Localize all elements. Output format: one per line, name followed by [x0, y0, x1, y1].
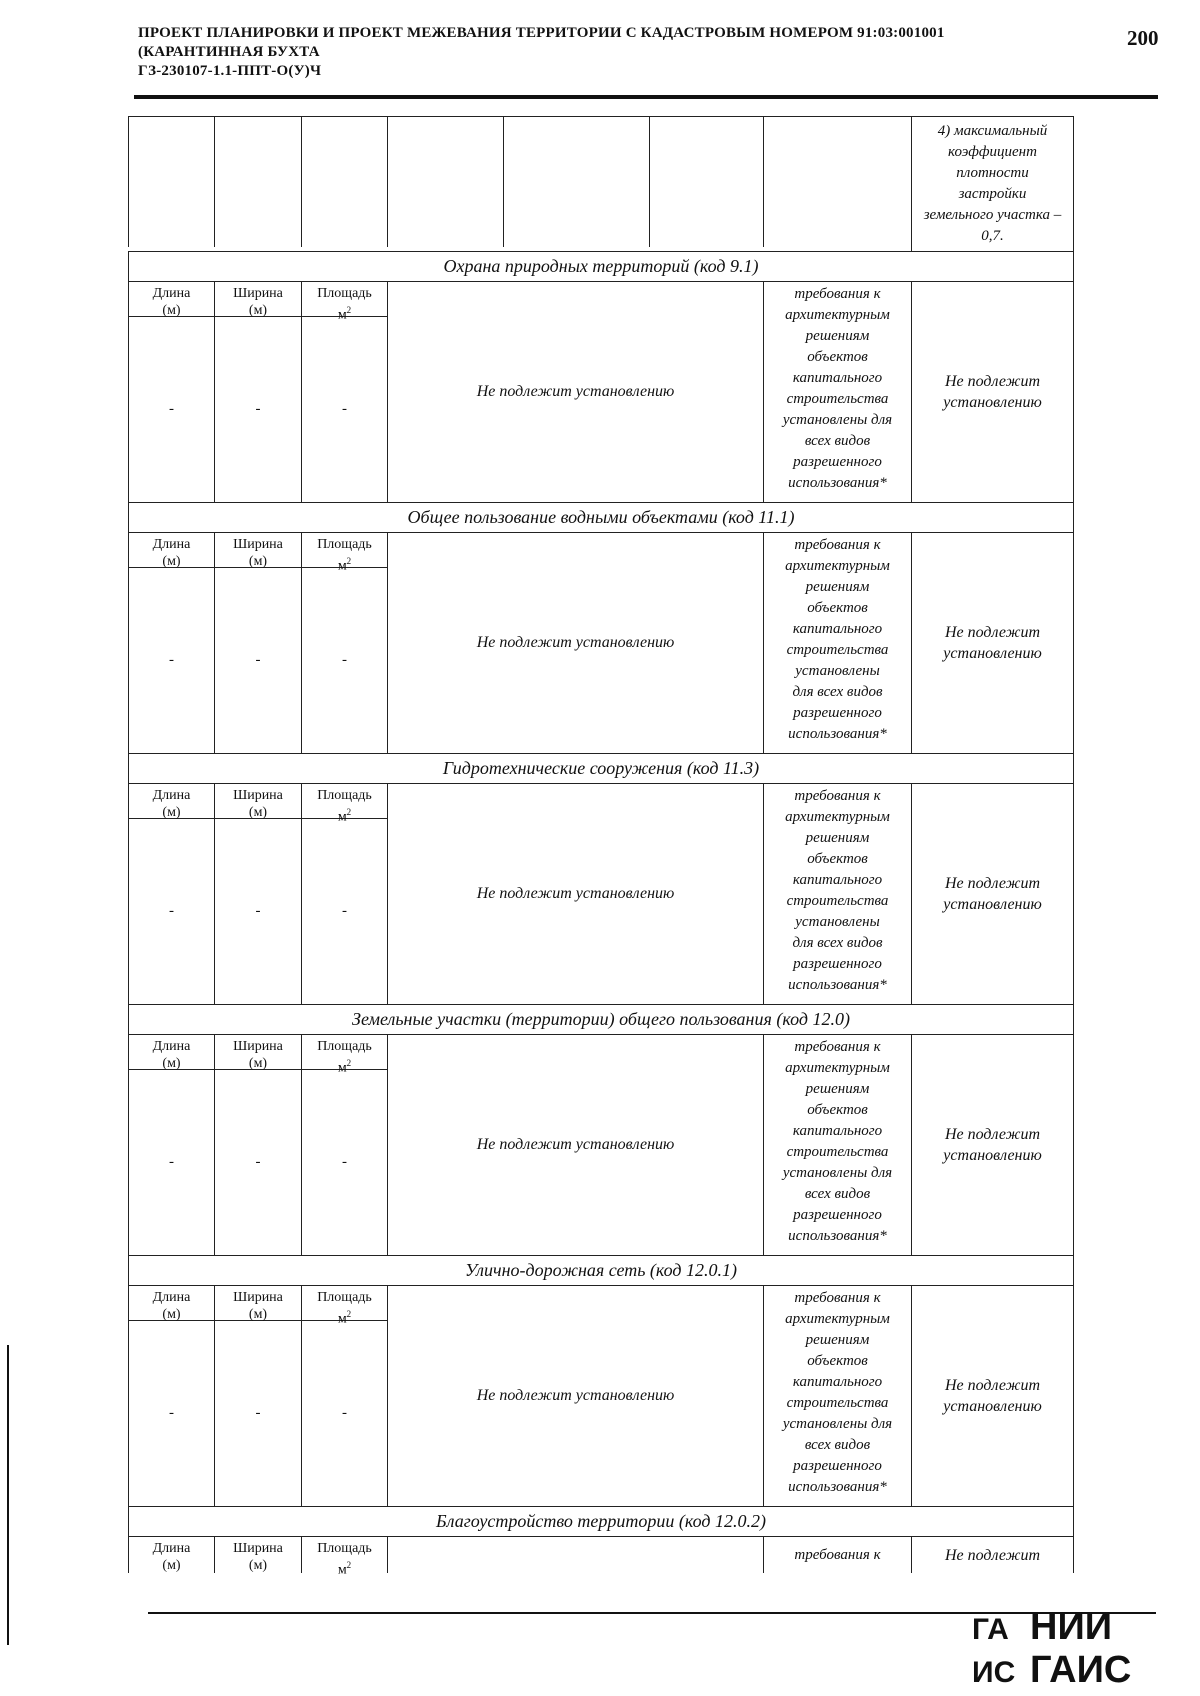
width-unit: (м): [248, 1307, 268, 1322]
section-row: [128, 532, 1074, 753]
requirements-cell: [763, 783, 911, 1004]
requirements-line: объектов: [807, 349, 868, 365]
requirements-line: требования к: [794, 1290, 881, 1306]
header-code-line: ГЗ-230107-1.1-ППТ-О(У)Ч: [138, 63, 322, 79]
width-unit: (м): [248, 1558, 268, 1573]
logo-mark-bottom: ИС: [972, 1656, 1016, 1689]
length-cell: [128, 1034, 214, 1255]
top-cell-density: [911, 116, 1074, 251]
requirements-cell: [763, 1034, 911, 1255]
section-row: [128, 783, 1074, 1004]
length-cell: [128, 783, 214, 1004]
norm-cell: [387, 1034, 763, 1255]
width-label: Ширина: [233, 537, 283, 552]
section-title: Земельные участки (территории) общего пользования (код 12.0): [128, 1004, 1074, 1034]
logo-text-bottom: ГАИС: [1030, 1649, 1132, 1690]
requirements-line: разрешенного: [793, 1458, 882, 1474]
width-label: Ширина: [233, 1290, 283, 1305]
requirements-line: требования к: [794, 788, 881, 804]
requirements-line: для всех видов: [792, 935, 883, 951]
not-set-line: Не подлежит: [944, 624, 1041, 641]
not-set-line: Не подлежит: [944, 373, 1041, 390]
length-cell: [128, 1536, 214, 1573]
institute-logo: [968, 1598, 1168, 1690]
requirements-line: решениям: [805, 1081, 870, 1097]
requirements-line: использования*: [788, 1228, 887, 1244]
top-cell-params: [387, 116, 763, 247]
width-unit: (м): [248, 303, 268, 318]
requirements-line: архитектурным: [785, 307, 890, 323]
width-header: [215, 533, 301, 568]
length-header: [129, 784, 214, 819]
width-value: -: [255, 1405, 261, 1421]
requirements-cell: [763, 1285, 911, 1506]
width-cell: [214, 783, 301, 1004]
norm-cell: [387, 532, 763, 753]
requirements-line: решениям: [805, 830, 870, 846]
area-cell: [301, 783, 387, 1004]
requirements-line: требования к: [794, 1546, 881, 1563]
norm-text: Не подлежит установлению: [476, 1387, 675, 1404]
not-set-cell: [911, 532, 1074, 753]
width-value: -: [255, 652, 261, 668]
width-header: [215, 1537, 301, 1572]
top-subcell-b: [503, 117, 649, 247]
area-label: Площадь: [317, 1039, 372, 1054]
not-set-line: Не подлежит: [944, 1126, 1041, 1143]
requirements-line: требования к: [794, 286, 881, 302]
sections-container: [128, 251, 1074, 1506]
logo-mark-top: ГА: [972, 1613, 1009, 1646]
length-label: Длина: [152, 1039, 191, 1054]
requirements-line: строительства: [786, 1395, 889, 1411]
width-value: -: [255, 903, 261, 919]
requirements-line: архитектурным: [785, 1060, 890, 1076]
length-header: [129, 1286, 214, 1321]
area-header: [302, 1286, 387, 1327]
requirements-cell: [763, 532, 911, 753]
width-cell: [214, 281, 301, 502]
norm-text: Не подлежит установлению: [476, 634, 675, 651]
section-title: Общее пользование водными объектами (код 11.1): [128, 502, 1074, 532]
top-subcell-a: [388, 117, 503, 247]
section-title: Гидротехнические сооружения (код 11.3): [128, 753, 1074, 783]
requirements-line: для всех видов: [792, 684, 883, 700]
requirements-line: установлены: [795, 914, 880, 930]
length-unit: (м): [162, 1558, 181, 1573]
density-line: коэффициент: [948, 144, 1037, 160]
length-header: [129, 282, 214, 317]
norm-cell: [387, 1536, 763, 1573]
density-line: плотности: [956, 165, 1029, 181]
top-cell-requirements: [763, 116, 911, 247]
document-header: [138, 24, 1088, 81]
area-cell: [301, 1536, 387, 1578]
width-unit: (м): [248, 805, 268, 820]
requirements-line: строительства: [786, 893, 889, 909]
length-unit: (м): [162, 303, 181, 318]
area-unit-sup: 2: [346, 305, 352, 315]
area-cell: [301, 1285, 387, 1506]
area-header: [302, 784, 387, 825]
top-cell-width: [214, 116, 301, 247]
width-header: [215, 1286, 301, 1321]
requirements-line: объектов: [807, 851, 868, 867]
width-unit: (м): [248, 554, 268, 569]
area-cell: [301, 532, 387, 753]
section-title: Улично-дорожная сеть (код 12.0.1): [128, 1255, 1074, 1285]
area-header: [302, 1035, 387, 1076]
norm-text: Не подлежит установлению: [476, 885, 675, 902]
requirements-line: использования*: [788, 1479, 887, 1495]
length-value: -: [169, 652, 174, 668]
width-label: Ширина: [233, 788, 283, 803]
width-header: [215, 1035, 301, 1070]
area-unit-base: м: [337, 809, 347, 825]
area-unit-sup: 2: [346, 807, 352, 817]
length-header: [129, 1537, 214, 1572]
header-divider: [134, 95, 1158, 99]
requirements-line: объектов: [807, 1353, 868, 1369]
density-line: земельного участка –: [923, 207, 1062, 223]
width-unit: (м): [248, 1056, 268, 1071]
requirements-line: использования*: [788, 475, 887, 491]
requirements-line: разрешенного: [793, 956, 882, 972]
length-unit: (м): [162, 554, 181, 569]
width-cell: [214, 1034, 301, 1255]
page-number: 200: [1127, 26, 1159, 50]
requirements-line: установлены: [795, 663, 880, 679]
requirements-line: объектов: [807, 600, 868, 616]
margin-mark: [7, 1345, 9, 1645]
requirements-line: разрешенного: [793, 1207, 882, 1223]
area-label: Площадь: [317, 788, 372, 803]
area-header: [302, 533, 387, 574]
requirements-line: строительства: [786, 391, 889, 407]
requirements-cell: [763, 281, 911, 502]
area-unit-base: м: [337, 558, 347, 574]
area-label: Площадь: [317, 286, 372, 301]
requirements-line: капитального: [792, 1374, 883, 1390]
density-line: 4) максимальный: [937, 123, 1048, 139]
requirements-line: капитального: [792, 621, 883, 637]
area-value: -: [342, 1154, 347, 1170]
requirements-line: строительства: [786, 1144, 889, 1160]
norm-cell: [387, 783, 763, 1004]
area-cell: [301, 1034, 387, 1255]
not-set-cell: [911, 1285, 1074, 1506]
section-row: [128, 281, 1074, 502]
zoning-table: [128, 116, 1074, 1578]
requirements-line: разрешенного: [793, 454, 882, 470]
area-unit-sup: 2: [346, 556, 352, 566]
area-label: Площадь: [317, 537, 372, 552]
norm-cell: [387, 1285, 763, 1506]
width-value: -: [255, 1154, 261, 1170]
logo-text-top: НИИ: [1030, 1606, 1113, 1648]
width-header: [215, 784, 301, 819]
area-label: Площадь: [317, 1541, 372, 1556]
requirements-line: решениям: [805, 579, 870, 595]
header-title-line-1: ПРОЕКТ ПЛАНИРОВКИ И ПРОЕКТ МЕЖЕВАНИЯ ТЕРРИТОРИИ С КАДАСТРОВЫМ НОМЕРОМ 91:03:001001: [138, 25, 945, 41]
length-label: Длина: [152, 1290, 191, 1305]
requirements-line: установлены для: [782, 412, 893, 428]
length-cell: [128, 532, 214, 753]
width-label: Ширина: [233, 1541, 283, 1556]
density-line: 0,7.: [981, 228, 1004, 244]
top-cell-length: [128, 116, 214, 247]
requirements-line: использования*: [788, 726, 887, 742]
area-header: [302, 282, 387, 323]
requirements-line: разрешенного: [793, 705, 882, 721]
area-unit-sup: 2: [346, 1560, 352, 1570]
area-unit-base: м: [337, 1311, 347, 1327]
not-set-line: установлению: [943, 1398, 1042, 1415]
top-subcell-c: [649, 117, 764, 247]
length-header: [129, 1035, 214, 1070]
area-label: Площадь: [317, 1290, 372, 1305]
area-value: -: [342, 401, 347, 417]
requirements-line: архитектурным: [785, 1311, 890, 1327]
requirements-line: капитального: [792, 872, 883, 888]
length-unit: (м): [162, 1056, 181, 1071]
norm-text: Не подлежит установлению: [476, 383, 675, 400]
requirements-line: архитектурным: [785, 558, 890, 574]
length-unit: (м): [162, 805, 181, 820]
area-unit-sup: 2: [346, 1058, 352, 1068]
not-set-line: установлению: [943, 1147, 1042, 1164]
width-cell: [214, 532, 301, 753]
length-label: Длина: [152, 1541, 191, 1556]
length-header: [129, 533, 214, 568]
density-line: застройки: [958, 186, 1027, 202]
requirements-line: капитального: [792, 1123, 883, 1139]
not-set-line: установлению: [943, 896, 1042, 913]
area-unit: [302, 1557, 387, 1579]
area-unit-base: м: [337, 1060, 347, 1076]
not-set-cell: [911, 281, 1074, 502]
header-title-line-2: (КАРАНТИННАЯ БУХТА: [138, 44, 320, 60]
norm-cell: [387, 281, 763, 502]
not-set-line: Не подлежит: [944, 1546, 1041, 1564]
width-header: [215, 282, 301, 317]
length-cell: [128, 1285, 214, 1506]
requirements-line: использования*: [788, 977, 887, 993]
requirements-line: всех видов: [804, 1437, 871, 1453]
requirements-line: требования к: [794, 1039, 881, 1055]
norm-text: Не подлежит установлению: [476, 1136, 675, 1153]
requirements-line: всех видов: [804, 1186, 871, 1202]
area-value: -: [342, 903, 347, 919]
not-set-line: Не подлежит: [944, 1377, 1041, 1394]
not-set-line: установлению: [943, 394, 1042, 411]
area-unit-sup: 2: [346, 1309, 352, 1319]
requirements-cell: [763, 1536, 911, 1573]
width-cell: [214, 1285, 301, 1506]
length-label: Длина: [152, 788, 191, 803]
table-top-row: [128, 116, 1074, 251]
not-set-line: Не подлежит: [944, 875, 1041, 892]
requirements-line: капитального: [792, 370, 883, 386]
not-set-cell: [911, 1034, 1074, 1255]
section-title: Благоустройство территории (код 12.0.2): [128, 1506, 1074, 1536]
length-cell: [128, 281, 214, 502]
width-value: -: [255, 401, 261, 417]
requirements-line: строительства: [786, 642, 889, 658]
section-row: [128, 1034, 1074, 1255]
width-cell: [214, 1536, 301, 1573]
area-header: [302, 1537, 387, 1578]
requirements-line: решениям: [805, 328, 870, 344]
top-cell-area: [301, 116, 387, 247]
length-value: -: [169, 401, 174, 417]
area-unit-base: м: [337, 307, 347, 323]
area-value: -: [342, 652, 347, 668]
requirements-line: объектов: [807, 1102, 868, 1118]
not-set-cell: [911, 1536, 1074, 1573]
length-unit: (м): [162, 1307, 181, 1322]
requirements-line: требования к: [794, 537, 881, 553]
requirements-line: решениям: [805, 1332, 870, 1348]
width-label: Ширина: [233, 286, 283, 301]
length-value: -: [169, 903, 174, 919]
width-label: Ширина: [233, 1039, 283, 1054]
requirements-line: архитектурным: [785, 809, 890, 825]
length-value: -: [169, 1154, 174, 1170]
area-cell: [301, 281, 387, 502]
length-label: Длина: [152, 537, 191, 552]
section-row: [128, 1285, 1074, 1506]
area-unit-base: м: [337, 1562, 347, 1578]
length-value: -: [169, 1405, 174, 1421]
requirements-line: всех видов: [804, 433, 871, 449]
requirements-line: установлены для: [782, 1165, 893, 1181]
not-set-cell: [911, 783, 1074, 1004]
not-set-line: установлению: [943, 645, 1042, 662]
requirements-line: установлены для: [782, 1416, 893, 1432]
area-value: -: [342, 1405, 347, 1421]
section-row: [128, 1536, 1074, 1578]
length-label: Длина: [152, 286, 191, 301]
section-title: Охрана природных территорий (код 9.1): [128, 251, 1074, 281]
